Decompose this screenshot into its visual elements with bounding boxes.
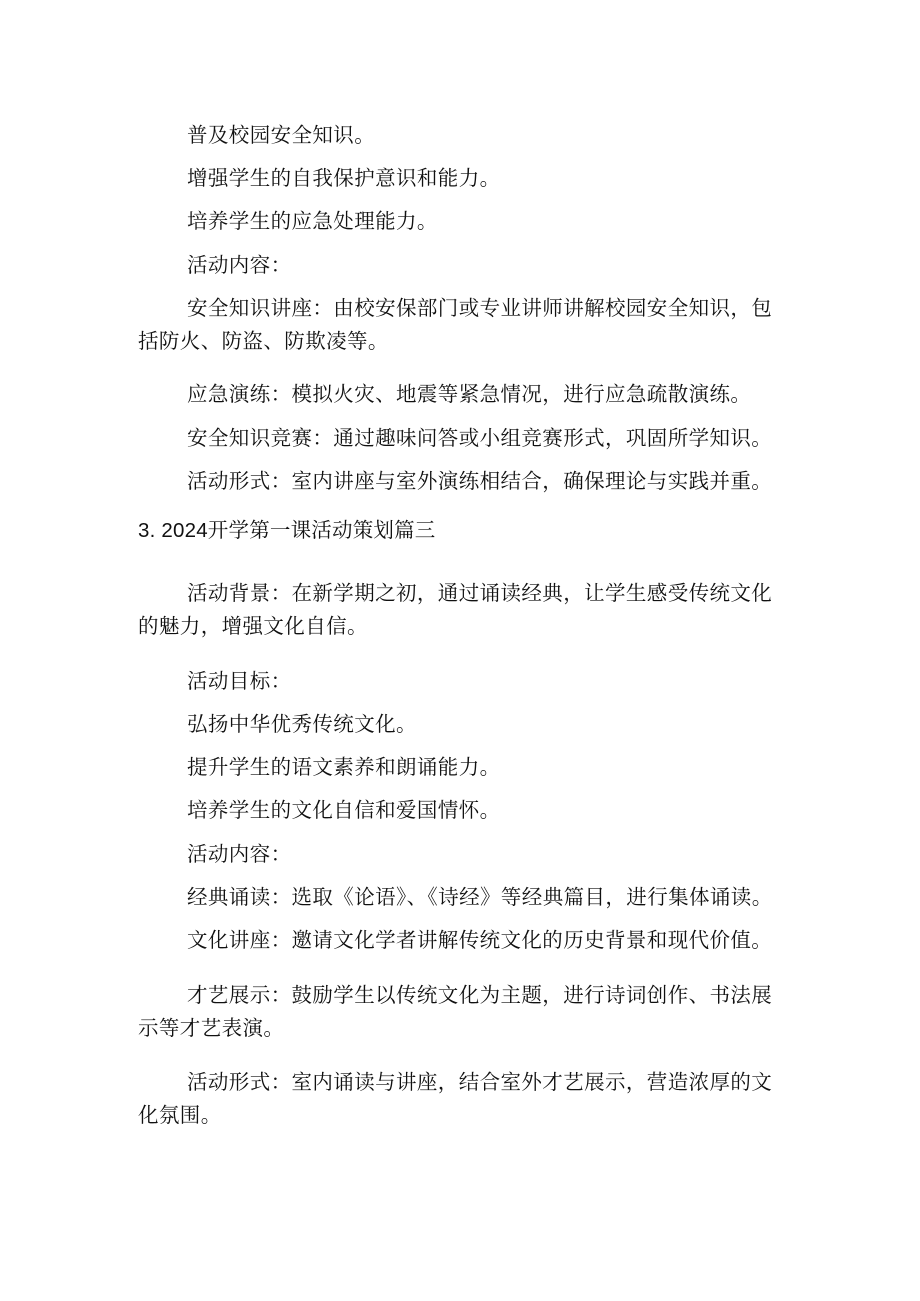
activity-form: 活动形式：室内讲座与室外演练相结合，确保理论与实践并重。 [187, 469, 773, 493]
activity-item-quiz: 安全知识竞赛：通过趣味问答或小组竞赛形式，巩固所学知识。 [187, 426, 773, 450]
goal-label: 活动目标： [187, 669, 292, 693]
goal-1-b: 弘扬中华优秀传统文化。 [187, 712, 417, 736]
activity-item-reading: 经典诵读：选取《论语》、《诗经》等经典篇目，进行集体诵读。 [187, 885, 773, 909]
content-label: 活动内容： [187, 253, 292, 277]
activity-item-talent: 才艺展示：鼓励学生以传统文化为主题，进行诗词创作、书法展示等才艺表演。 [138, 983, 773, 1040]
content-label-b: 活动内容： [187, 842, 292, 866]
activity-item-drill: 应急演练：模拟火灾、地震等紧急情况，进行应急疏散演练。 [187, 382, 752, 406]
goal-2: 增强学生的自我保护意识和能力。 [187, 166, 501, 190]
activity-form-b: 活动形式：室内诵读与讲座，结合室外才艺展示，营造浓厚的文化氛围。 [138, 1070, 773, 1127]
goal-3: 培养学生的应急处理能力。 [187, 209, 438, 233]
activity-item-culture-lecture: 文化讲座：邀请文化学者讲解传统文化的历史背景和现代价值。 [187, 928, 773, 952]
activity-background: 活动背景：在新学期之初，通过诵读经典，让学生感受传统文化的魅力，增强文化自信。 [138, 581, 773, 638]
goal-2-b: 提升学生的语文素养和朗诵能力。 [187, 755, 501, 779]
goal-3-b: 培养学生的文化自信和爱国情怀。 [187, 798, 501, 822]
section-heading: 3. 2024开学第一课活动策划篇三 [138, 519, 436, 542]
activity-item-lecture: 安全知识讲座：由校安保部门或专业讲师讲解校园安全知识，包括防火、防盗、防欺凌等。 [138, 296, 773, 353]
goal-1: 普及校园安全知识。 [187, 123, 376, 147]
